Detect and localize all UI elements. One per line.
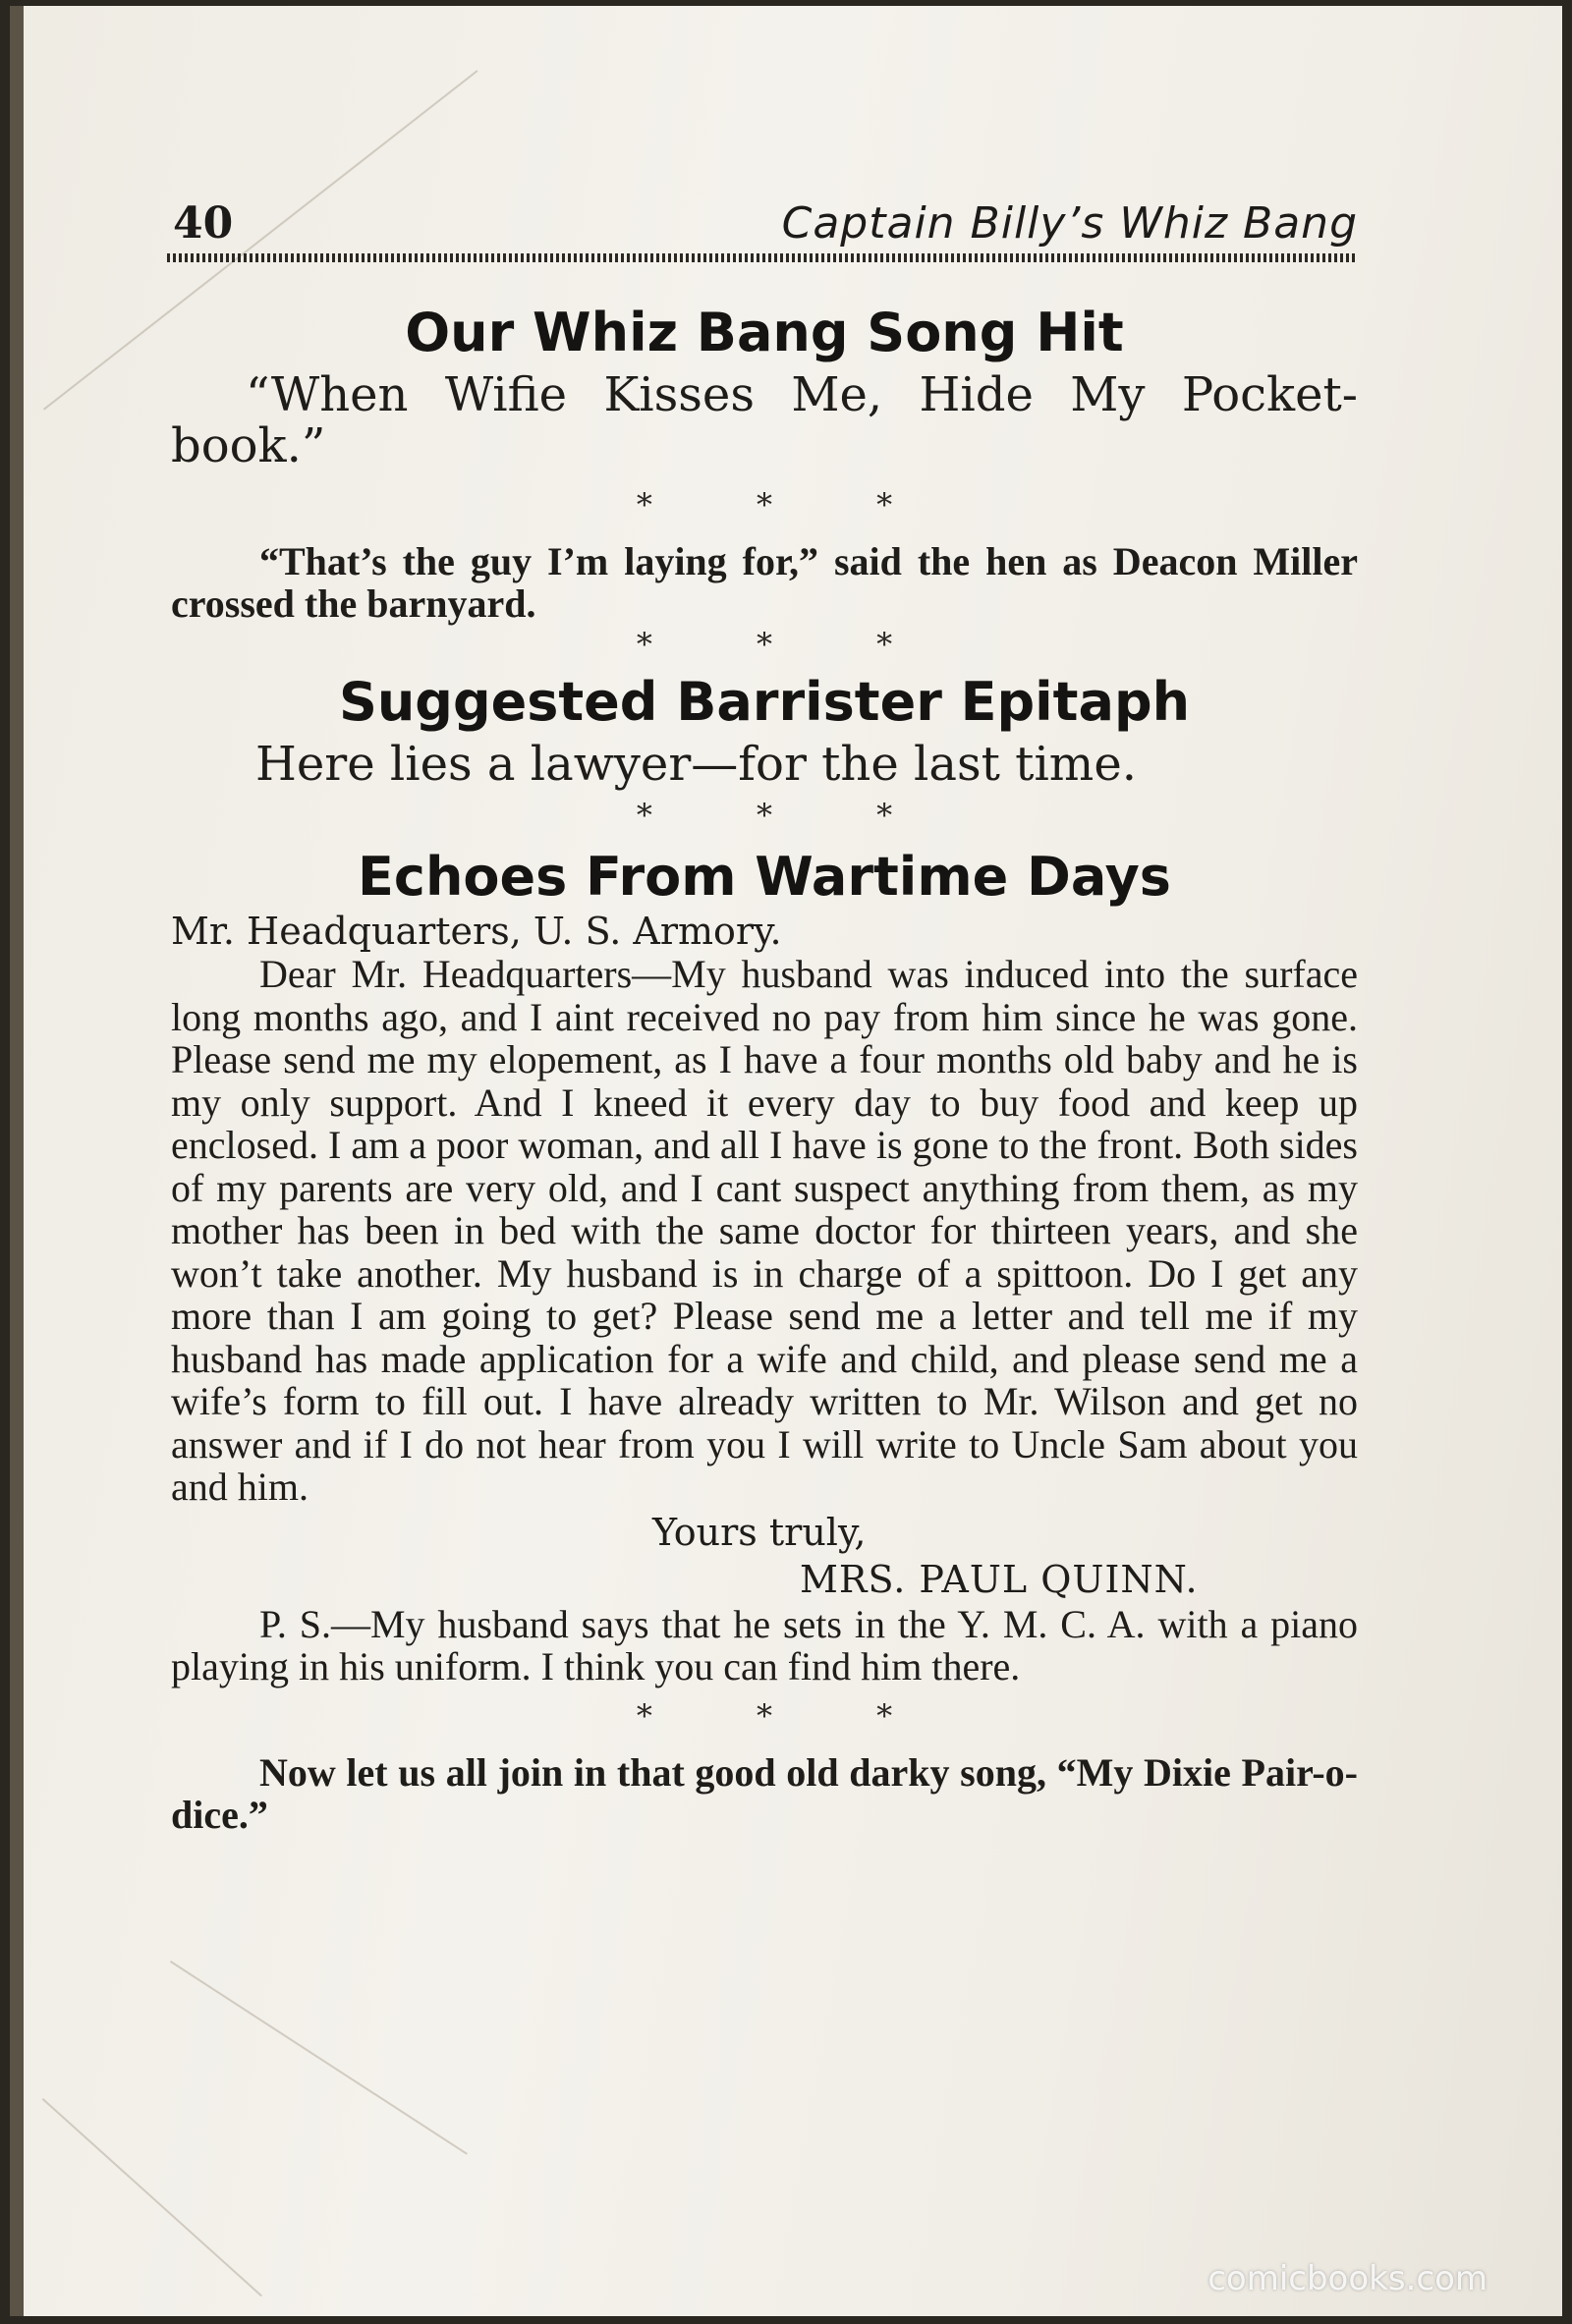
paper-crease: [170, 1961, 468, 2155]
section-separator: * * *: [636, 1696, 940, 1735]
watermark: comicbooks.com: [1207, 2259, 1488, 2298]
page-number: 40: [173, 198, 234, 249]
header-rule: [167, 253, 1358, 262]
section-separator: * * *: [636, 797, 940, 834]
letter-body: Dear Mr. Headquarters—My husband was induced into the surface long months ago, and I aint received no pay from him since he was gone. Please send me my elopement, as I have a four months old baby and he is my only support. And I kneed it every day to buy food and keep up enclosed. I am a poor woman, and all I have is gone to the front. Both sides of my parents are very old, and I cant suspect anything from them, as my mother has been in bed with the same doctor for thirteen years, and she won’t take another. My husband is in charge of a spittoon. Do I get any more than I am going to get? Please send me a letter and tell me if my husband has made application for a wife and child, and please send me a wife’s form to fill out. I have already written to Mr. Wilson and get no answer and if I do not hear from you I will write to Uncle Sam about you and him.: [171, 952, 1358, 1509]
dixie-joke: Now let us all join in that good old darky song, “My Dixie Pair-o-dice.”: [171, 1749, 1358, 1837]
letter-address: Mr. Headquarters, U. S. Armory.: [171, 910, 782, 953]
section-separator: * * *: [636, 486, 940, 524]
page-header: [167, 198, 1358, 257]
running-title: Captain Billy’s Whiz Bang: [781, 198, 1358, 249]
letter-postscript: P. S.—My husband says that he sets in the Y. M. C. A. with a piano playing in his uniform. I think you can find him there.: [171, 1601, 1358, 1688]
song-hit-text: “When Wifie Kisses Me, Hide My Pocket-book.”: [171, 367, 1358, 473]
hen-joke: “That’s the guy I’m laying for,” said the hen as Deacon Miller crossed the barnyard.: [171, 539, 1358, 626]
epitaph-heading: Suggested Barrister Epitaph: [338, 671, 1191, 733]
paper-crease: [42, 2098, 262, 2296]
letter-closing: Yours truly,: [652, 1510, 867, 1554]
epitaph-text: Here lies a lawyer—for the last time.: [255, 737, 1137, 792]
song-hit-heading: Our Whiz Bang Song Hit: [405, 302, 1124, 363]
book-page: [10, 6, 1562, 2316]
page-content: [171, 301, 1358, 1836]
section-separator: * * *: [636, 626, 940, 663]
wartime-heading: Echoes From Wartime Days: [358, 846, 1171, 908]
letter-signature: MRS. PAUL QUINN.: [800, 1557, 1199, 1601]
